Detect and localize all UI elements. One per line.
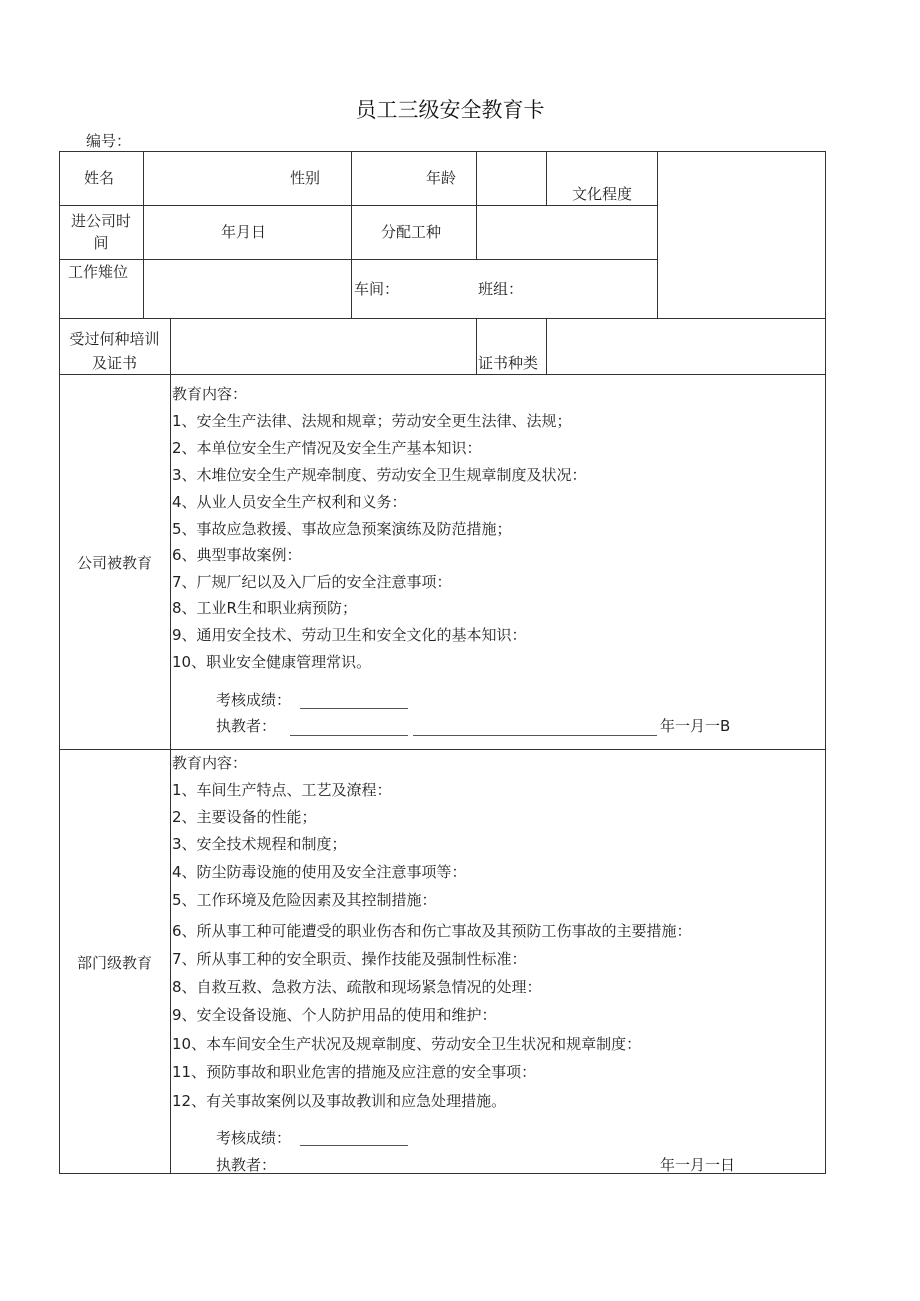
job-type-label: 分配工种 — [381, 223, 442, 241]
list-item: 10、本车间安全生产状况及规章制度、劳动安全卫生状况和规章制度： — [172, 1035, 642, 1053]
list-item: 4、从业人员安全生产权利和义务： — [172, 493, 407, 511]
list-item: 2、主要设备的性能； — [172, 808, 317, 826]
department-date-label: 年一月一日 — [660, 1156, 736, 1174]
list-item: 3、安全技术规程和制度； — [172, 835, 347, 853]
company-date-label: 年一月一B — [660, 717, 731, 735]
training-label-1: 受过何种培训 — [69, 330, 160, 348]
list-item: 6、所从事工种可能遭受的职业伤杏和伤亡事故及其预防工伤事故的主要措施： — [172, 922, 692, 940]
workshop-label: 车间： — [354, 280, 400, 298]
list-item: 7、厂规厂纪以及入厂后的安全注意事项： — [172, 573, 452, 591]
department-score-blank[interactable] — [300, 1145, 408, 1146]
doc-number-label: 编号： — [86, 132, 132, 150]
company-signature-blank[interactable] — [413, 735, 657, 736]
list-item: 11、预防事故和职业危害的措施及应注意的安全事项： — [172, 1063, 537, 1081]
list-item: 8、工业R生和职业病预防； — [172, 599, 357, 617]
list-item: 8、自救互救、急救方法、疏散和现场紧急情况的处理： — [172, 978, 542, 996]
department-section-label: 部门级教育 — [76, 954, 152, 972]
gender-label: 性别 — [290, 169, 321, 187]
company-score-label: 考核成绩： — [216, 691, 292, 709]
cert-type-label: 证书种类 — [478, 354, 539, 372]
department-heading: 教育内容： — [172, 754, 248, 772]
name-label: 姓名 — [84, 169, 115, 187]
page-title: 员工三级安全教育卡 — [355, 98, 545, 122]
age-label: 年龄 — [426, 169, 457, 187]
team-label: 班组： — [478, 280, 524, 298]
join-time-label-1: 进公司时 — [70, 212, 131, 230]
company-section-label: 公司被教育 — [76, 554, 152, 572]
join-date-placeholder: 年月日 — [221, 223, 267, 241]
list-item: 12、有关事故案例以及事故教训和应急处理措施。 — [172, 1092, 507, 1110]
list-item: 5、事故应急救援、事故应急预案演练及防范措施； — [172, 520, 512, 538]
department-score-label: 考核成绩： — [216, 1129, 292, 1147]
list-item: 6、典型事故案例： — [172, 546, 302, 564]
education-label: 文化程度 — [572, 185, 633, 203]
list-item: 4、防尘防毒设施的使用及安全注意事项等： — [172, 863, 467, 881]
list-item: 1、安全生产法律、法规和规章；劳动安全更生法律、法规； — [172, 412, 572, 430]
company-heading: 教育内容： — [172, 385, 248, 403]
list-item: 10、职业安全健康管理常识。 — [172, 653, 372, 671]
list-item: 9、通用安全技术、劳动卫生和安全文化的基本知识： — [172, 626, 527, 644]
company-score-blank[interactable] — [300, 708, 408, 709]
list-item: 5、工作环境及危险因素及其控制措施： — [172, 891, 437, 909]
list-item: 7、所从事工种的安全职贡、操作技能及强制性标准： — [172, 950, 527, 968]
list-item: 3、木堆位安全生产规牵制度、劳动安全卫生规章制度及状况： — [172, 466, 587, 484]
list-item: 1、车间生产特点、工艺及潦程： — [172, 781, 392, 799]
company-executor-label: 执教者： — [216, 717, 277, 735]
join-time-label-2: 间 — [93, 234, 109, 252]
list-item: 9、安全设备设施、个人防护用品的使用和维护： — [172, 1006, 497, 1024]
company-executor-blank[interactable] — [290, 735, 408, 736]
training-label-2: 及证书 — [91, 354, 137, 372]
position-label: 工作雉位 — [68, 263, 129, 281]
list-item: 2、本单位安全生产情况及安全生产基本知识： — [172, 439, 482, 457]
department-executor-label: 执教者： — [216, 1156, 277, 1174]
